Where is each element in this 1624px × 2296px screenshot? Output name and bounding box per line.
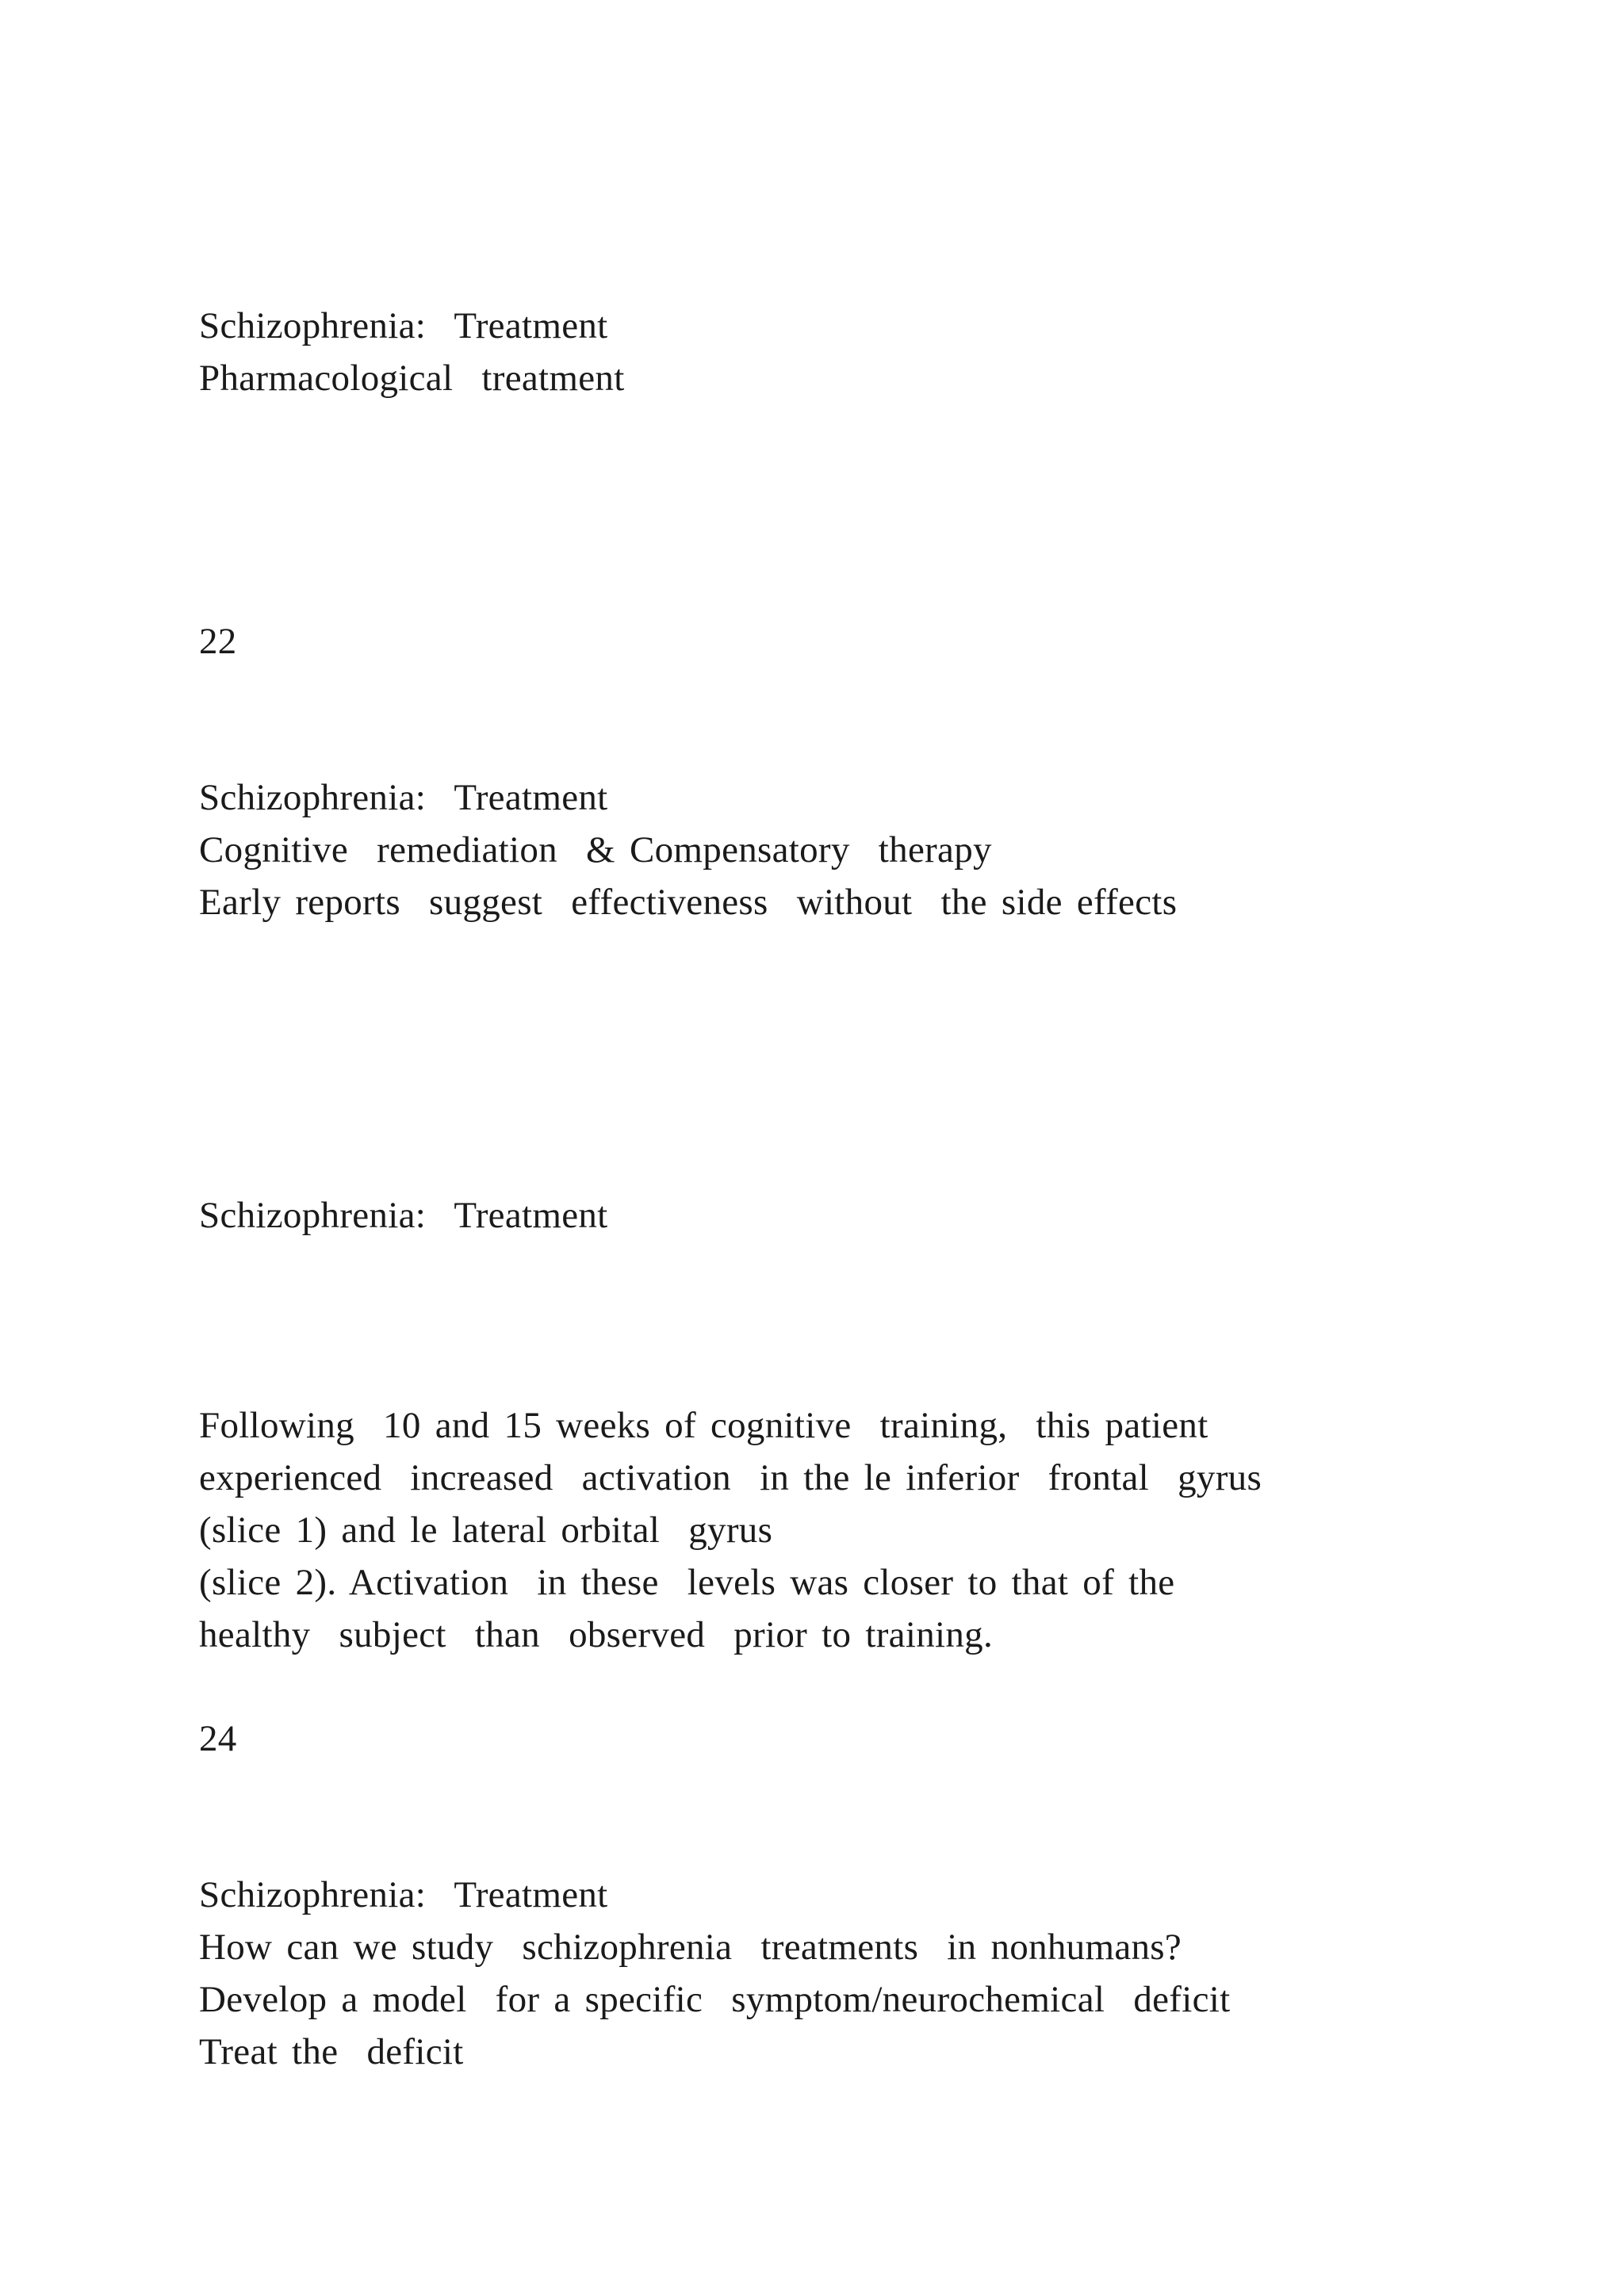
text-line: Early reports suggest effectiveness without the side effects [199, 882, 1178, 923]
text-line: How can we study schizophrenia treatments in nonhumans? [199, 1927, 1182, 1968]
text-line: Cognitive remediation & Compensatory therapy [199, 829, 992, 871]
text-line: Pharmacological treatment [199, 358, 625, 399]
text-line: Develop a model for a specific symptom/neurochemical deficit [199, 1979, 1231, 2020]
paragraph-line: healthy subject than observed prior to training. [199, 1614, 994, 1655]
paragraph-line: experienced increased activation in the le inferior frontal gyrus [199, 1457, 1262, 1498]
page-number: 24 [199, 1718, 237, 1759]
section-heading: Schizophrenia: Treatment [199, 1874, 608, 1915]
section-heading: Schizophrenia: Treatment [199, 305, 608, 346]
text-line: Treat the deficit [199, 2031, 464, 2072]
paragraph-line: (slice 2). Activation in these levels was closer to that of the [199, 1562, 1175, 1603]
section-heading: Schizophrenia: Treatment [199, 777, 608, 818]
page-number: 22 [199, 621, 237, 662]
section-heading: Schizophrenia: Treatment [199, 1195, 608, 1236]
paragraph-line: (slice 1) and le lateral orbital gyrus [199, 1510, 773, 1551]
paragraph-line: Following 10 and 15 weeks of cognitive training, this patient [199, 1405, 1208, 1446]
